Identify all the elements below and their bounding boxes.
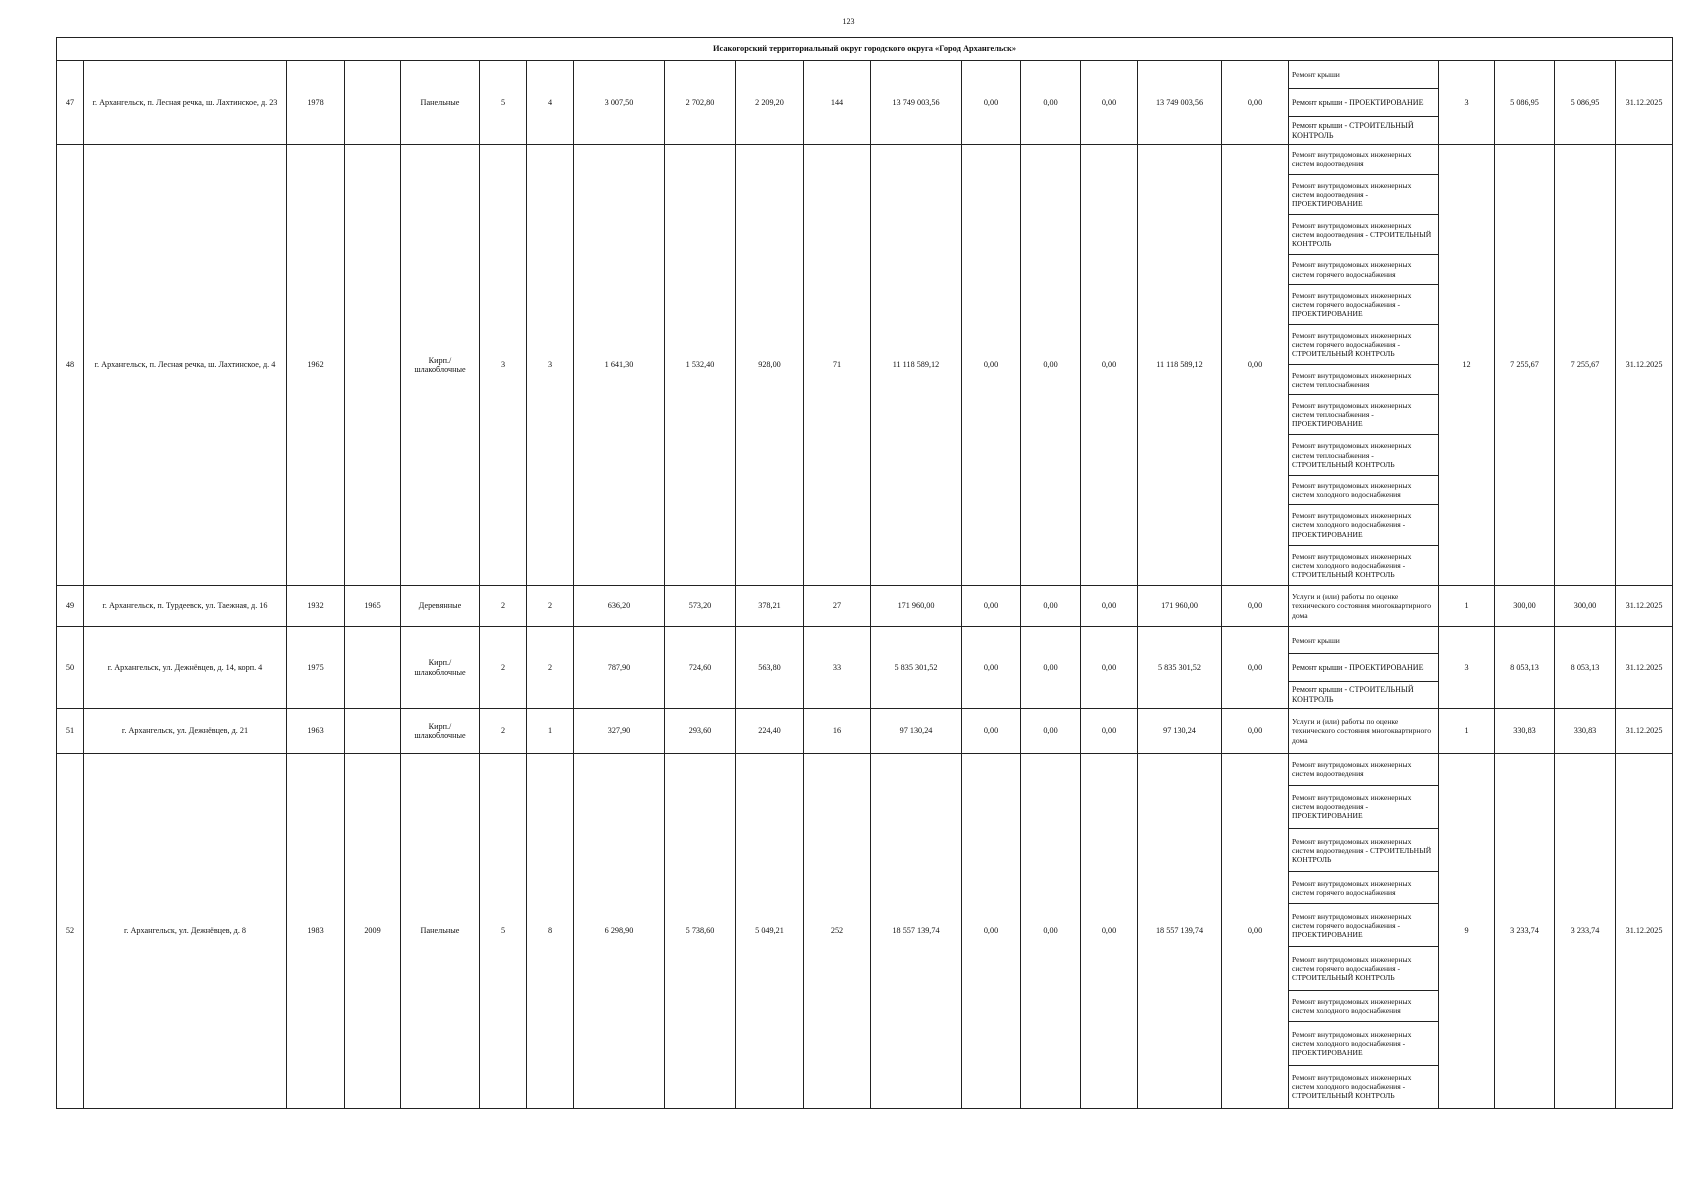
- year-built: 1978: [287, 61, 345, 145]
- fund-cost: 0,00: [962, 627, 1021, 709]
- local-cost: 0,00: [1081, 754, 1138, 1109]
- total-cost: 13 749 003,56: [871, 61, 962, 145]
- work-item: Ремонт внутридомовых инженерных систем горячего водоснабжения - СТРОИТЕЛЬНЫЙ КОНТРОЛЬ: [1289, 325, 1438, 365]
- work-item: Ремонт внутридомовых инженерных систем холодного водоснабжения - СТРОИТЕЛЬНЫЙ КОНТРОЛЬ: [1292, 551, 1412, 579]
- floors: 2: [480, 586, 527, 627]
- work-item: Ремонт внутридомовых инженерных систем холодного водоснабжения - СТРОИТЕЛЬНЫЙ КОНТРОЛЬ: [1292, 1073, 1412, 1101]
- fund-cost: 0,00: [962, 145, 1021, 586]
- works-count: 12: [1439, 145, 1495, 586]
- total-cost: 97 130,24: [871, 709, 962, 754]
- row-number: 50: [57, 627, 84, 709]
- total-area: 3 007,50: [574, 61, 665, 145]
- work-item: Ремонт крыши: [1289, 61, 1438, 89]
- year-reconstructed: 2009: [345, 754, 401, 1109]
- year-reconstructed: [345, 61, 401, 145]
- max-unit-cost: 300,00: [1555, 586, 1616, 627]
- address: г. Архангельск, п. Лесная речка, ш. Лахтинское, д. 4: [84, 145, 287, 586]
- table-row: [57, 586, 1673, 627]
- living-area: 1 532,40: [665, 145, 736, 586]
- year-reconstructed: 1965: [345, 586, 401, 627]
- year-built: 1975: [287, 627, 345, 709]
- wall-material: Кирп./ шлакоблочные: [401, 709, 480, 754]
- budget-cost: 0,00: [1021, 754, 1081, 1109]
- fund-cost: 0,00: [962, 61, 1021, 145]
- owners-cost: 97 130,24: [1138, 709, 1222, 754]
- works-cell: [1289, 61, 1439, 145]
- work-item: Услуги и (или) работы по оценке технического состояния многоквартирного дома: [1292, 717, 1431, 745]
- works-count: 1: [1439, 586, 1495, 627]
- row-number: 48: [57, 145, 84, 586]
- work-item: Ремонт внутридомовых инженерных систем водоотведения - ПРОЕКТИРОВАНИЕ: [1289, 175, 1438, 215]
- wall-material: Деревянные: [401, 586, 480, 627]
- work-item: Ремонт внутридомовых инженерных систем теплоснабжения - ПРОЕКТИРОВАНИЕ: [1289, 395, 1438, 435]
- work-item: Ремонт внутридомовых инженерных систем водоотведения: [1289, 145, 1438, 175]
- total-area: 6 298,90: [574, 754, 665, 1109]
- unit-cost: 7 255,67: [1495, 145, 1555, 586]
- owners-cost: 18 557 139,74: [1138, 754, 1222, 1109]
- deadline: 31.12.2025: [1616, 627, 1673, 709]
- owners-cost: 13 749 003,56: [1138, 61, 1222, 145]
- local-cost: 0,00: [1081, 61, 1138, 145]
- owned-area: 378,21: [736, 586, 804, 627]
- floors: 3: [480, 145, 527, 586]
- work-item: Ремонт внутридомовых инженерных систем теплоснабжения: [1289, 365, 1438, 395]
- floors: 2: [480, 709, 527, 754]
- fund-cost: 0,00: [962, 709, 1021, 754]
- year-built: 1963: [287, 709, 345, 754]
- floors: 5: [480, 754, 527, 1109]
- address: г. Архангельск, п. Турдеевск, ул. Таежная, д. 16: [84, 586, 287, 627]
- work-item: Ремонт внутридомовых инженерных систем водоотведения - СТРОИТЕЛЬНЫЙ КОНТРОЛЬ: [1289, 215, 1438, 255]
- wall-material: Панельные: [401, 754, 480, 1109]
- row-number: 52: [57, 754, 84, 1109]
- deadline: 31.12.2025: [1616, 61, 1673, 145]
- row-number: 49: [57, 586, 84, 627]
- owned-area: 224,40: [736, 709, 804, 754]
- table-row: [57, 61, 1673, 145]
- work-item: Ремонт внутридомовых инженерных систем холодного водоснабжения - ПРОЕКТИРОВАНИЕ: [1289, 1022, 1438, 1065]
- work-item: Ремонт крыши: [1289, 627, 1438, 654]
- local-cost: 0,00: [1081, 627, 1138, 709]
- owners-cost: 5 835 301,52: [1138, 627, 1222, 709]
- work-item: Ремонт внутридомовых инженерных систем горячего водоснабжения - ПРОЕКТИРОВАНИЕ: [1289, 285, 1438, 325]
- budget-cost: 0,00: [1021, 61, 1081, 145]
- deadline: 31.12.2025: [1616, 754, 1673, 1109]
- owned-area: 5 049,21: [736, 754, 804, 1109]
- local-cost: 0,00: [1081, 145, 1138, 586]
- work-item: Ремонт внутридомовых инженерных систем водоотведения - СТРОИТЕЛЬНЫЙ КОНТРОЛЬ: [1289, 829, 1438, 872]
- works-count: 1: [1439, 709, 1495, 754]
- deadline: 31.12.2025: [1616, 145, 1673, 586]
- entrances: 3: [527, 145, 574, 586]
- other-cost: 0,00: [1222, 754, 1289, 1109]
- wall-material: Кирп./ шлакоблочные: [401, 145, 480, 586]
- total-cost: 18 557 139,74: [871, 754, 962, 1109]
- total-area: 1 641,30: [574, 145, 665, 586]
- year-built: 1932: [287, 586, 345, 627]
- entrances: 1: [527, 709, 574, 754]
- entrances: 2: [527, 586, 574, 627]
- work-item: Ремонт внутридомовых инженерных систем горячего водоснабжения - ПРОЕКТИРОВАНИЕ: [1289, 904, 1438, 947]
- work-item: Ремонт внутридомовых инженерных систем теплоснабжения - СТРОИТЕЛЬНЫЙ КОНТРОЛЬ: [1289, 435, 1438, 475]
- total-area: 787,90: [574, 627, 665, 709]
- table-row: [57, 709, 1673, 754]
- residents: 144: [804, 61, 871, 145]
- deadline: 31.12.2025: [1616, 586, 1673, 627]
- owned-area: 2 209,20: [736, 61, 804, 145]
- local-cost: 0,00: [1081, 709, 1138, 754]
- local-cost: 0,00: [1081, 586, 1138, 627]
- floors: 2: [480, 627, 527, 709]
- owned-area: 928,00: [736, 145, 804, 586]
- other-cost: 0,00: [1222, 145, 1289, 586]
- row-number: 51: [57, 709, 84, 754]
- year-reconstructed: [345, 709, 401, 754]
- table-row: [57, 627, 1673, 709]
- work-item: Ремонт внутридомовых инженерных систем холодного водоснабжения: [1289, 991, 1438, 1023]
- works-cell: [1289, 627, 1439, 709]
- total-area: 327,90: [574, 709, 665, 754]
- living-area: 5 738,60: [665, 754, 736, 1109]
- residents: 33: [804, 627, 871, 709]
- work-item: Ремонт внутридомовых инженерных систем водоотведения - ПРОЕКТИРОВАНИЕ: [1289, 786, 1438, 829]
- work-item: Ремонт крыши - ПРОЕКТИРОВАНИЕ: [1289, 89, 1438, 117]
- works-cell: [1289, 709, 1439, 754]
- living-area: 724,60: [665, 627, 736, 709]
- address: г. Архангельск, ул. Дежнёвцев, д. 14, корп. 4: [84, 627, 287, 709]
- max-unit-cost: 5 086,95: [1555, 61, 1616, 145]
- district-title: Исакогорский территориальный округ городского округа «Город Архангельск»: [57, 38, 1673, 61]
- floors: 5: [480, 61, 527, 145]
- unit-cost: 330,83: [1495, 709, 1555, 754]
- table-row: [57, 145, 1673, 586]
- other-cost: 0,00: [1222, 586, 1289, 627]
- budget-cost: 0,00: [1021, 627, 1081, 709]
- work-item: Ремонт крыши - СТРОИТЕЛЬНЫЙ КОНТРОЛЬ: [1292, 120, 1414, 140]
- fund-cost: 0,00: [962, 754, 1021, 1109]
- wall-material: Панельные: [401, 61, 480, 145]
- works-count: 9: [1439, 754, 1495, 1109]
- residents: 252: [804, 754, 871, 1109]
- other-cost: 0,00: [1222, 61, 1289, 145]
- unit-cost: 8 053,13: [1495, 627, 1555, 709]
- living-area: 573,20: [665, 586, 736, 627]
- repair-program-table: [56, 37, 1673, 1109]
- address: г. Архангельск, п. Лесная речка, ш. Лахтинское, д. 23: [84, 61, 287, 145]
- unit-cost: 3 233,74: [1495, 754, 1555, 1109]
- works-count: 3: [1439, 61, 1495, 145]
- max-unit-cost: 330,83: [1555, 709, 1616, 754]
- total-cost: 5 835 301,52: [871, 627, 962, 709]
- other-cost: 0,00: [1222, 627, 1289, 709]
- entrances: 8: [527, 754, 574, 1109]
- budget-cost: 0,00: [1021, 586, 1081, 627]
- residents: 27: [804, 586, 871, 627]
- living-area: 293,60: [665, 709, 736, 754]
- year-built: 1983: [287, 754, 345, 1109]
- work-item: Ремонт крыши - СТРОИТЕЛЬНЫЙ КОНТРОЛЬ: [1292, 685, 1414, 704]
- living-area: 2 702,80: [665, 61, 736, 145]
- works-cell: [1289, 145, 1439, 586]
- budget-cost: 0,00: [1021, 145, 1081, 586]
- address: г. Архангельск, ул. Дежнёвцев, д. 21: [84, 709, 287, 754]
- year-reconstructed: [345, 145, 401, 586]
- address: г. Архангельск, ул. Дежнёвцев, д. 8: [84, 754, 287, 1109]
- fund-cost: 0,00: [962, 586, 1021, 627]
- unit-cost: 300,00: [1495, 586, 1555, 627]
- residents: 71: [804, 145, 871, 586]
- page-number: 123: [842, 17, 855, 26]
- work-item: Ремонт внутридомовых инженерных систем холодного водоснабжения: [1289, 476, 1438, 506]
- owned-area: 563,80: [736, 627, 804, 709]
- row-number: 47: [57, 61, 84, 145]
- work-item: Ремонт внутридомовых инженерных систем горячего водоснабжения - СТРОИТЕЛЬНЫЙ КОНТРОЛЬ: [1289, 947, 1438, 990]
- residents: 16: [804, 709, 871, 754]
- budget-cost: 0,00: [1021, 709, 1081, 754]
- max-unit-cost: 7 255,67: [1555, 145, 1616, 586]
- owners-cost: 171 960,00: [1138, 586, 1222, 627]
- unit-cost: 5 086,95: [1495, 61, 1555, 145]
- total-cost: 11 118 589,12: [871, 145, 962, 586]
- max-unit-cost: 8 053,13: [1555, 627, 1616, 709]
- work-item: Ремонт крыши - ПРОЕКТИРОВАНИЕ: [1289, 654, 1438, 681]
- other-cost: 0,00: [1222, 709, 1289, 754]
- year-reconstructed: [345, 627, 401, 709]
- work-item: Ремонт внутридомовых инженерных систем горячего водоснабжения: [1289, 872, 1438, 904]
- works-count: 3: [1439, 627, 1495, 709]
- year-built: 1962: [287, 145, 345, 586]
- work-item: Ремонт внутридомовых инженерных систем горячего водоснабжения: [1289, 255, 1438, 285]
- works-cell: [1289, 754, 1439, 1109]
- works-cell: [1289, 586, 1439, 627]
- table-row: [57, 754, 1673, 1109]
- entrances: 4: [527, 61, 574, 145]
- owners-cost: 11 118 589,12: [1138, 145, 1222, 586]
- work-item: Ремонт внутридомовых инженерных систем водоотведения: [1289, 754, 1438, 786]
- deadline: 31.12.2025: [1616, 709, 1673, 754]
- work-item: Ремонт внутридомовых инженерных систем холодного водоснабжения - ПРОЕКТИРОВАНИЕ: [1289, 505, 1438, 545]
- work-item: Услуги и (или) работы по оценке технического состояния многоквартирного дома: [1292, 592, 1431, 620]
- total-cost: 171 960,00: [871, 586, 962, 627]
- total-area: 636,20: [574, 586, 665, 627]
- wall-material: Кирп./ шлакоблочные: [401, 627, 480, 709]
- max-unit-cost: 3 233,74: [1555, 754, 1616, 1109]
- entrances: 2: [527, 627, 574, 709]
